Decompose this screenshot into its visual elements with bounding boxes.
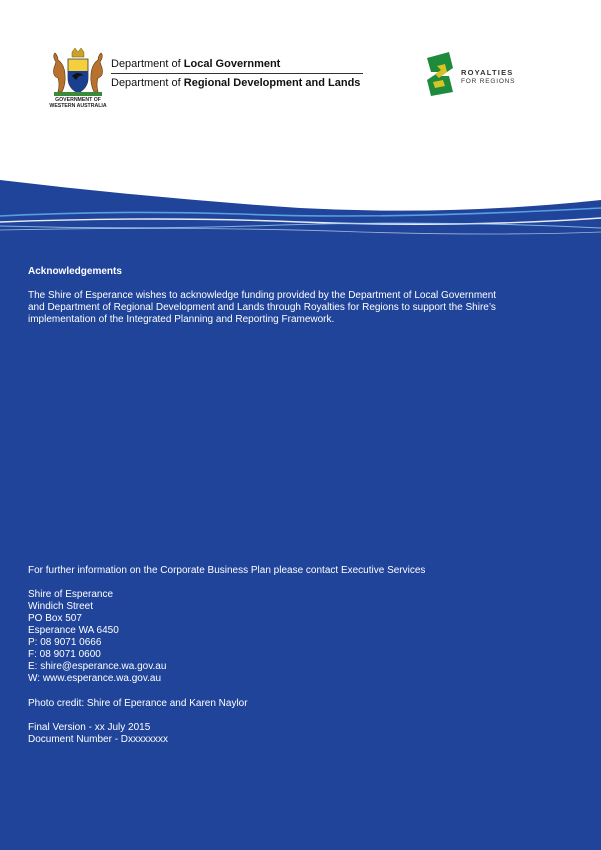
- decorative-wave-banner: [0, 170, 601, 242]
- version-info: [28, 722, 168, 746]
- final-version: Final Version - xx July 2015: [28, 722, 151, 733]
- department-names: [111, 57, 363, 90]
- department-regional-development: [111, 76, 363, 90]
- contact-email: E: shire@esperance.wa.gov.au: [28, 661, 167, 672]
- royalties-for-regions-logo: [423, 52, 523, 96]
- contact-locality: Esperance WA 6450: [28, 625, 119, 636]
- contact-details: [28, 589, 166, 685]
- acknowledgements-title: Acknowledgements: [28, 266, 122, 277]
- contact-street: Windich Street: [28, 601, 94, 612]
- contact-name: Shire of Esperance: [28, 589, 114, 600]
- department-local-government: [111, 57, 363, 74]
- photo-credit: Photo credit: Shire of Eperance and Karen Naylor: [28, 698, 248, 709]
- department-name: Local Government: [183, 58, 281, 70]
- government-label-line-1: GOVERNMENT OF: [55, 97, 101, 103]
- royalties-logo-line-2: FOR REGIONS: [461, 78, 516, 85]
- department-name: Regional Development and Lands: [183, 77, 361, 89]
- contact-fax: F: 08 9071 0600: [28, 649, 101, 660]
- further-information-text: For further information on the Corporate Business Plan please contact Executive Services: [28, 565, 426, 576]
- department-prefix: Department of: [111, 77, 181, 89]
- government-label-line-2: WESTERN AUSTRALIA: [49, 103, 107, 109]
- blue-page-body: [0, 238, 601, 850]
- document-number: Document Number - Dxxxxxxxx: [28, 734, 169, 745]
- royalties-for-regions-icon: [423, 52, 459, 96]
- contact-website: W: www.esperance.wa.gov.au: [28, 673, 162, 684]
- acknowledgements-text: The Shire of Esperance wishes to acknowledge funding provided by the Department of Local Government and Department of Regional Development and Lands through Royalties for Regions to support the Shire’s implementation of the Integrated Planning and Reporting Framework.: [28, 290, 497, 325]
- royalties-logo-line-1: ROYALTIES: [461, 68, 514, 77]
- government-label: [40, 97, 116, 109]
- department-prefix: Department of: [111, 58, 181, 70]
- page-header: [0, 0, 601, 180]
- contact-po-box: PO Box 507: [28, 613, 82, 624]
- contact-phone: P: 08 9071 0666: [28, 637, 102, 648]
